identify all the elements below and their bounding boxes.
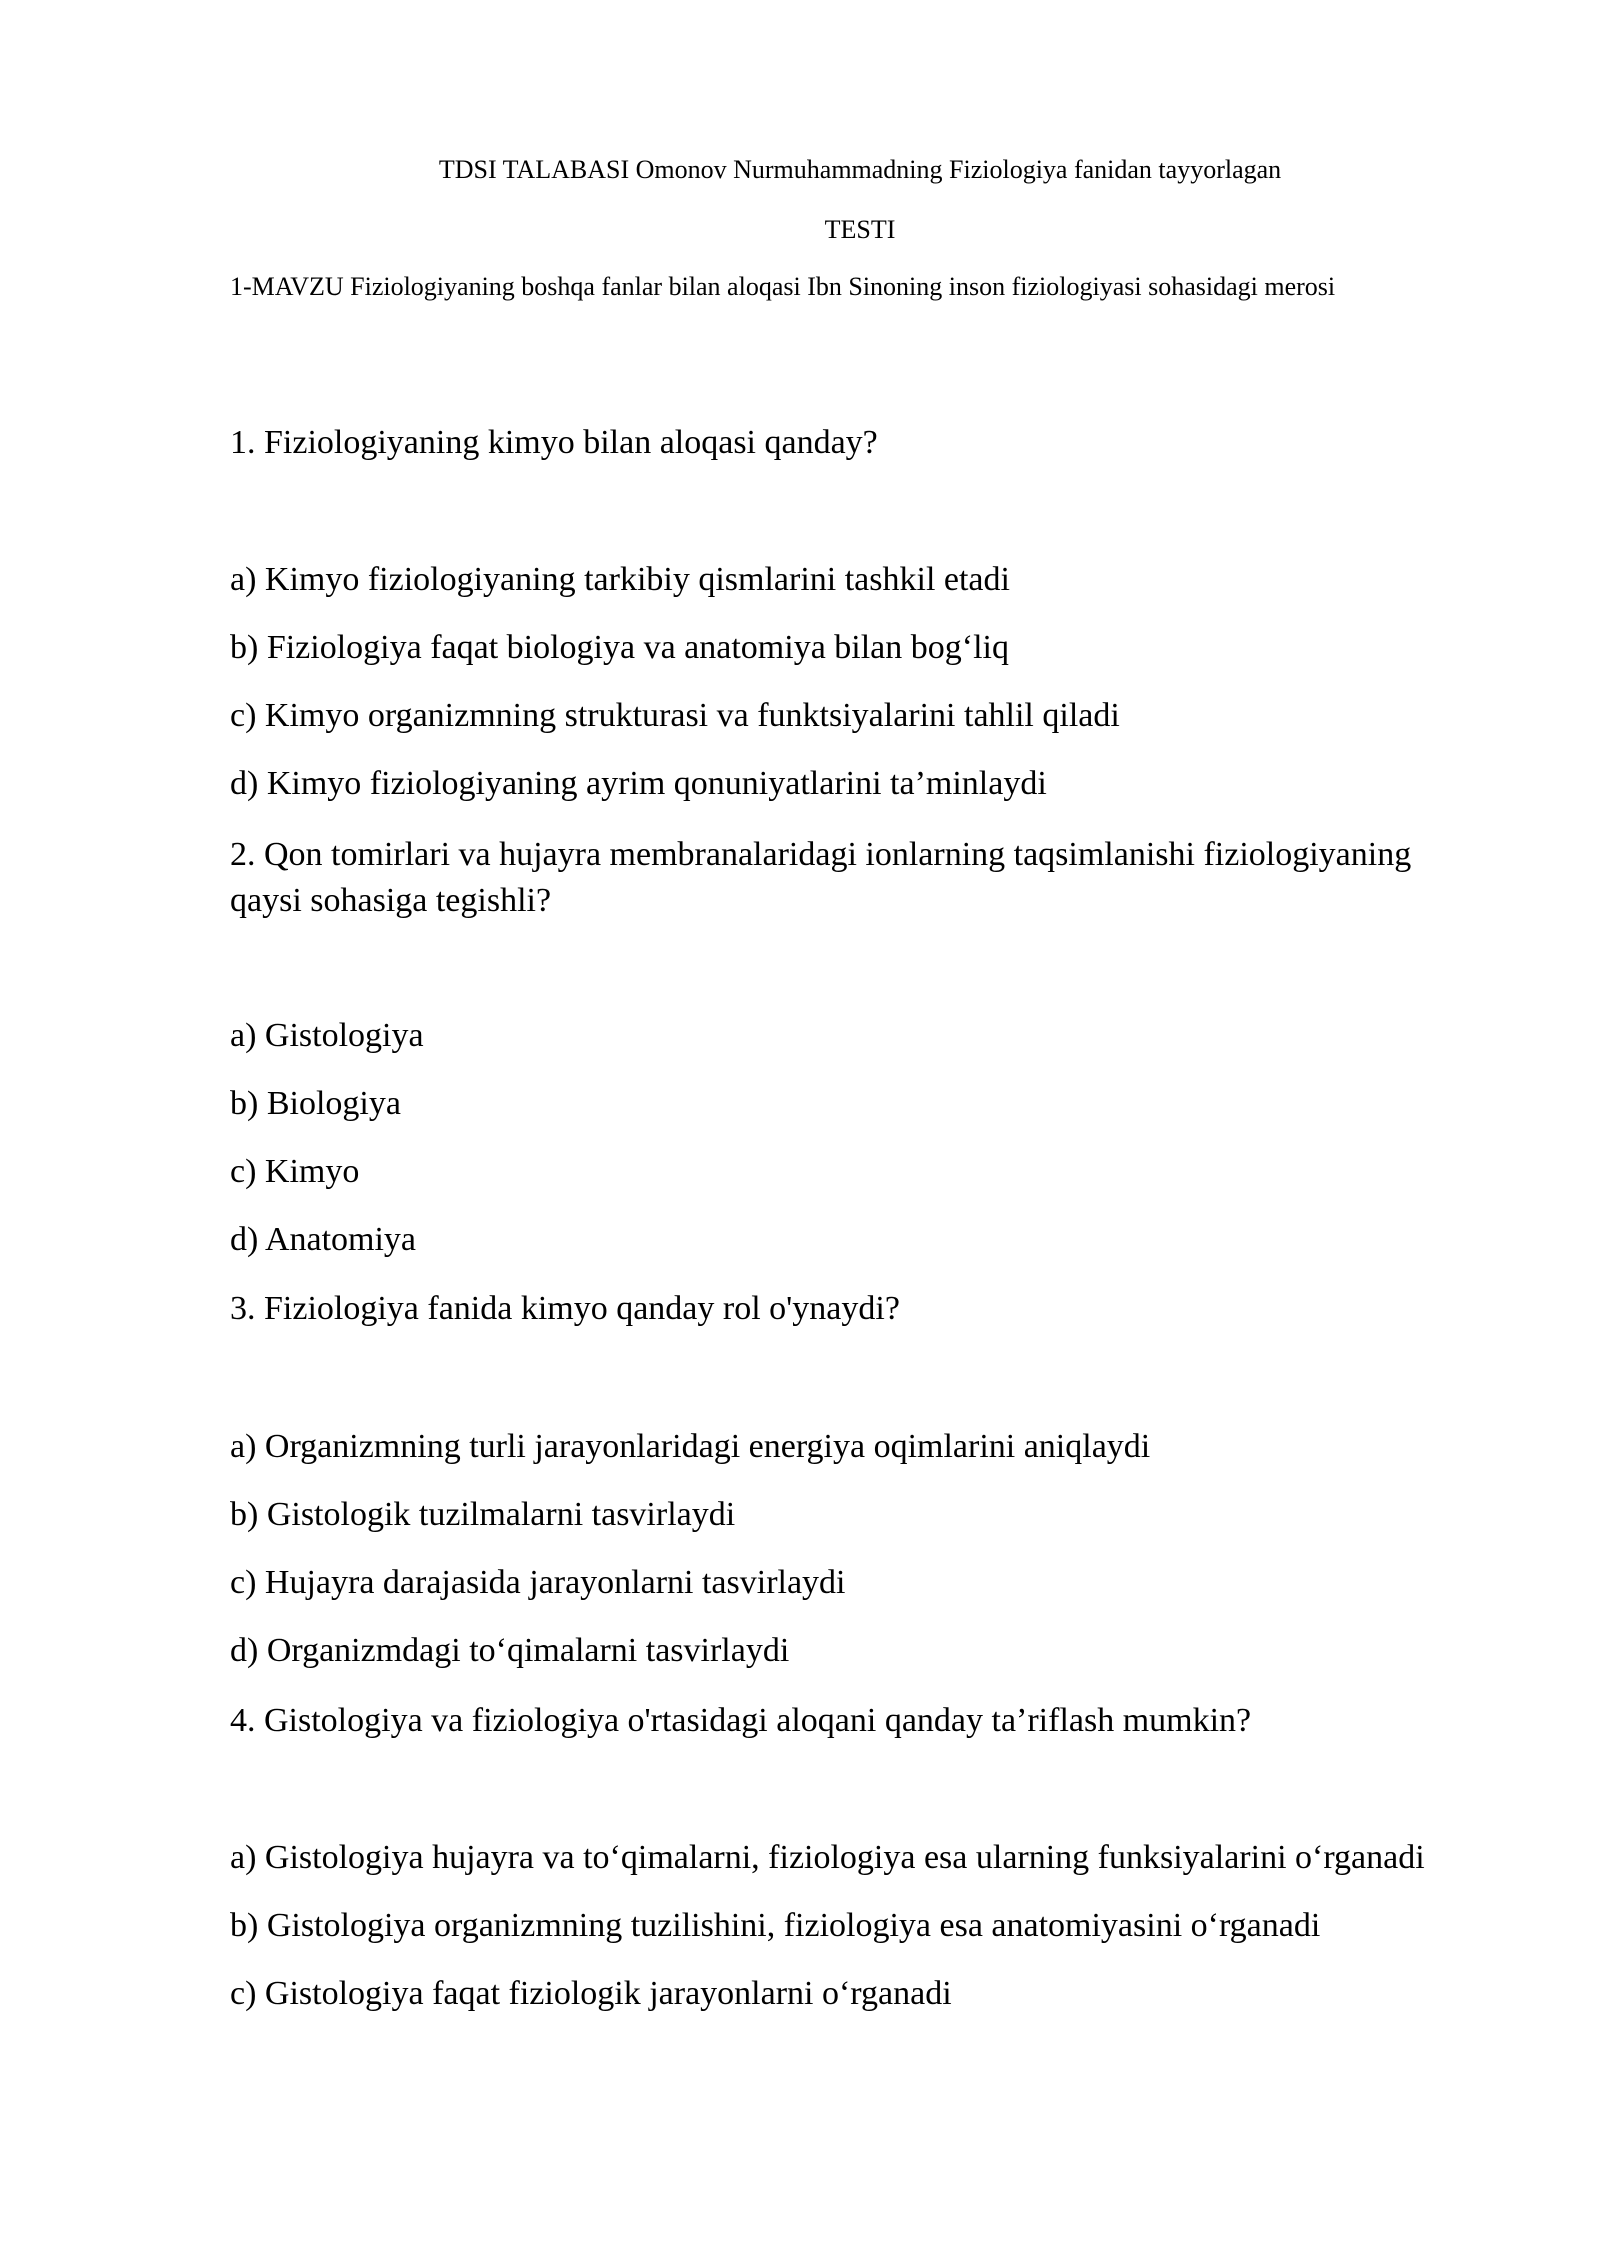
answer-option: d) Organizmdagi to‘qimalarni tasvirlaydi (230, 1632, 790, 1669)
question-1 (230, 420, 1470, 466)
question-text: 3. Fiziologiya fanida kimyo qanday rol o'ynaydi? (230, 1290, 900, 1327)
topic-heading: 1-MAVZU Fiziologiyaning boshqa fanlar bilan aloqasi Ibn Sinoning inson fiziologiyasi sohasidagi merosi (230, 272, 1336, 301)
question-2-options (230, 1013, 1470, 1263)
answer-option: b) Fiziologiya faqat biologiya va anatomiya bilan bog‘liq (230, 629, 1009, 666)
answer-option: b) Biologiya (230, 1085, 401, 1122)
question-3 (230, 1286, 1470, 1332)
answer-option: d) Kimyo fiziologiyaning ayrim qonuniyatlarini ta’minlaydi (230, 765, 1047, 802)
answer-option: a) Organizmning turli jarayonlaridagi energiya oqimlarini aniqlaydi (230, 1428, 1151, 1465)
answer-option: a) Gistologiya hujayra va to‘qimalarni, fiziologiya esa ularning funksiyalarini o‘rganadi (230, 1839, 1425, 1876)
answer-option: c) Hujayra darajasida jarayonlarni tasvirlaydi (230, 1564, 846, 1601)
question-2 (230, 832, 1470, 924)
answer-option: b) Gistologiya organizmning tuzilishini, fiziologiya esa anatomiyasini o‘rganadi (230, 1907, 1321, 1944)
answer-option: c) Gistologiya faqat fiziologik jarayonlarni o‘rganadi (230, 1975, 952, 2012)
question-text: 4. Gistologiya va fiziologiya o'rtasidagi aloqani qanday ta’riflash mumkin? (230, 1702, 1252, 1739)
question-3-options (230, 1424, 1470, 1674)
answer-option: a) Kimyo fiziologiyaning tarkibiy qismlarini tashkil etadi (230, 561, 1010, 598)
question-1-options (230, 557, 1470, 807)
answer-option: a) Gistologiya (230, 1017, 424, 1054)
question-4-options (230, 1835, 1470, 2017)
question-text: 1. Fiziologiyaning kimyo bilan aloqasi qanday? (230, 424, 878, 461)
answer-option: c) Kimyo (230, 1153, 360, 1190)
answer-option: b) Gistologik tuzilmalarni tasvirlaydi (230, 1496, 736, 1533)
document-title: TDSI TALABASI Omonov Nurmuhammadning Fiziologiya fanidan tayyorlagan (438, 155, 1282, 184)
document-subtitle: TESTI (824, 215, 896, 244)
question-4 (230, 1698, 1470, 1744)
answer-option: d) Anatomiya (230, 1221, 417, 1258)
question-text: 2. Qon tomirlari va hujayra membranalaridagi ionlarning taqsimlanishi fiziologiyaning qaysi sohasiga tegishli? (230, 836, 1412, 919)
answer-option: c) Kimyo organizmning strukturasi va funktsiyalarini tahlil qiladi (230, 697, 1120, 734)
